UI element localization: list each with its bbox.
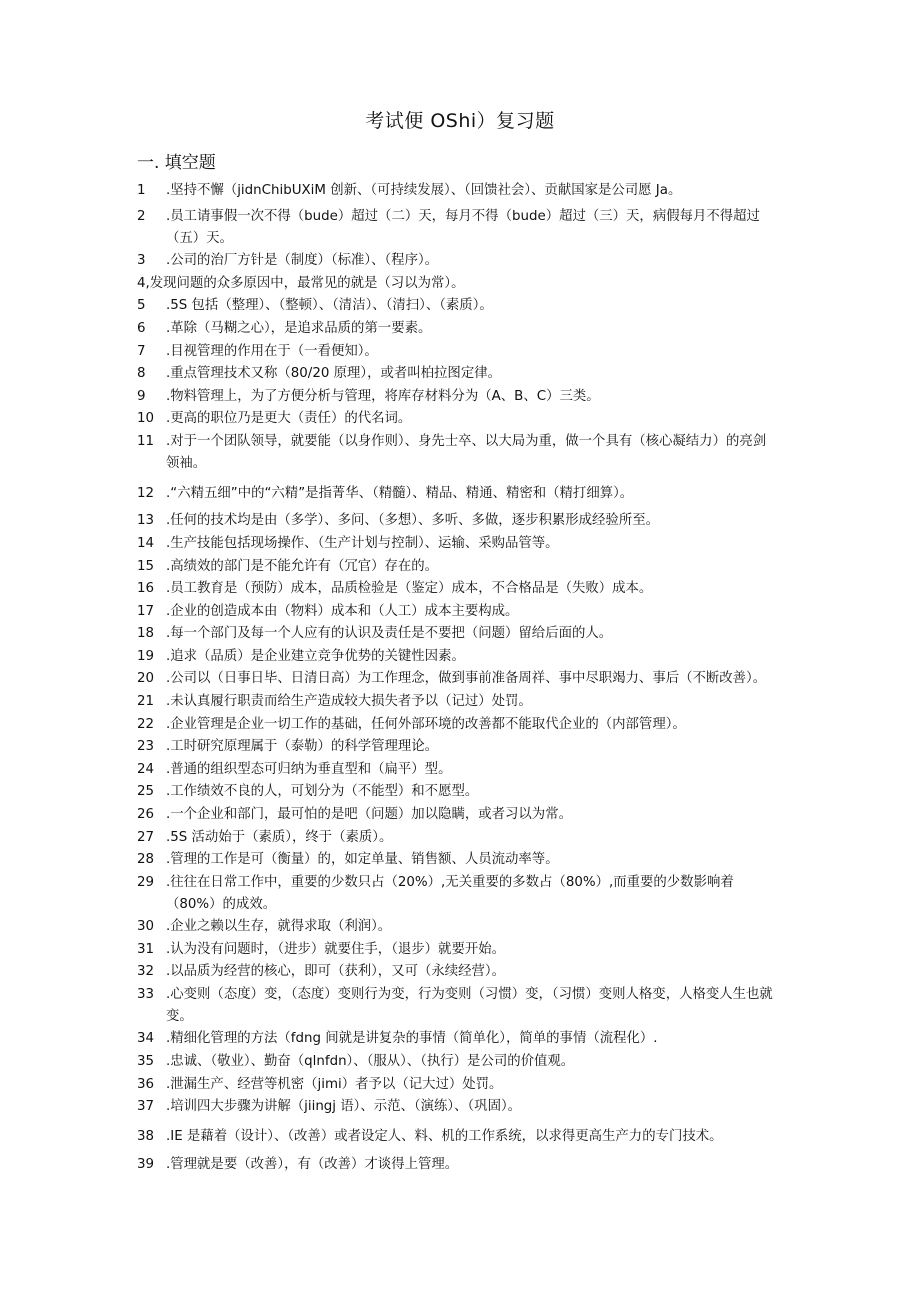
item-number: 15 xyxy=(137,558,155,574)
item-number: 33 xyxy=(137,987,155,1002)
item-text: .公司以（日事日毕、日清日高）为工作理念，做到事前准备周祥、事中尽职竭力、事后（不断改善）。 xyxy=(166,671,767,687)
item-text: .IE 是藉着（设计）、（改善）或者设定人、料、机的工作系统，以求得更高生产力的专门技术。 xyxy=(166,1128,723,1144)
item-text: .“六精五细”中的“六精”是指菁华、（精髓）、精品、精通、精密和（精打细算）。 xyxy=(166,485,634,501)
list-item xyxy=(0,961,776,983)
list-item xyxy=(0,939,776,961)
item-text: .精细化管理的方法（fdng 间就是讲复杂的事情（简单化），简单的事情（流程化）. xyxy=(166,1031,658,1047)
list-item xyxy=(0,578,776,600)
item-number: 22 xyxy=(137,716,155,732)
list-item xyxy=(0,1154,776,1176)
item-text: .忠诚、（敬业）、勤奋（qlnfdn）、（服从）、（执行）是公司的价值观。 xyxy=(166,1053,575,1069)
section-heading: 一. 填空题 xyxy=(137,153,216,173)
list-item xyxy=(0,431,776,475)
item-number: 35 xyxy=(137,1053,155,1069)
item-number: 2 xyxy=(137,208,146,224)
list-item xyxy=(0,714,776,736)
item-number: 30 xyxy=(137,919,155,935)
list-item xyxy=(0,623,776,645)
item-text: 发现问题的众多原因中，最常见的就是（习以为常）。 xyxy=(149,275,465,291)
list-item xyxy=(0,1028,776,1050)
item-text: .未认真履行职责而给生产造成较大损失者予以（记过）处罚。 xyxy=(166,694,532,710)
item-number: 12 xyxy=(137,485,155,501)
list-item xyxy=(0,601,776,623)
item-number: 5 xyxy=(137,298,146,314)
item-text: .一个企业和部门，最可怕的是吧（问题）加以隐瞒，或者习以为常。 xyxy=(166,807,572,823)
item-number: 29 xyxy=(137,874,155,890)
list-item xyxy=(0,916,776,938)
list-item xyxy=(0,849,776,871)
list-item xyxy=(0,759,776,781)
item-number: 14 xyxy=(137,535,155,551)
item-text: .认为没有问题时，（进步）就要住手，（退步）就要开始。 xyxy=(166,941,506,957)
item-text: .追求（品质）是企业建立竞争优势的关键性因素。 xyxy=(166,648,465,664)
list-item xyxy=(0,341,776,363)
question-list xyxy=(0,180,920,1176)
list-item xyxy=(0,180,776,202)
list-item xyxy=(0,295,776,317)
item-text: .工时研究原理属于（泰勒）的科学管理理论。 xyxy=(166,739,439,755)
list-item xyxy=(0,872,776,916)
item-text: .企业的创造成本由（物料）成本和（人工）成本主要构成。 xyxy=(166,603,519,619)
item-text: .普通的组织型态可归纳为垂直型和（扁平）型。 xyxy=(166,761,452,777)
list-item xyxy=(0,1126,776,1148)
item-number: 36 xyxy=(137,1076,155,1092)
list-item xyxy=(0,533,776,555)
list-item xyxy=(0,984,776,1028)
list-item xyxy=(0,273,777,295)
item-text: .5S 活动始于（素质），终于（素质）。 xyxy=(166,829,393,845)
item-number: 38 xyxy=(137,1128,155,1144)
item-number: 21 xyxy=(137,694,155,710)
item-number: 17 xyxy=(137,603,155,619)
item-number: 20 xyxy=(137,671,155,687)
item-number: 9 xyxy=(137,388,146,404)
item-text: .重点管理技术又称（80/20 原理），或者叫柏拉图定律。 xyxy=(166,366,501,382)
document-title: 考试便 OShi）复习题 xyxy=(365,110,555,132)
item-number: 37 xyxy=(137,1099,155,1115)
item-number: 1 xyxy=(137,183,146,198)
list-item xyxy=(0,556,776,578)
item-number: 39 xyxy=(137,1156,155,1172)
item-text: .坚持不懈（jidnChibUXiM 创新、（可持续发展）、（回馈社会）、贡献国家是公司愿 Ja。 xyxy=(166,183,682,198)
item-number: 16 xyxy=(137,581,155,597)
list-item xyxy=(0,250,776,272)
item-number: 11 xyxy=(137,433,155,449)
list-item xyxy=(0,318,776,340)
item-number: 34 xyxy=(137,1031,155,1047)
list-item xyxy=(0,804,776,826)
item-text: .以品质为经营的核心，即可（获利），又可（永续经营）。 xyxy=(166,964,506,980)
item-text: .每一个部门及每一个人应有的认识及责任是不要把（问题）留给后面的人。 xyxy=(166,626,613,642)
item-text: .企业管理是企业一切工作的基础，任何外部环境的改善都不能取代企业的（内部管理）。 xyxy=(166,716,686,732)
list-item xyxy=(0,386,776,408)
list-item xyxy=(0,363,776,385)
item-text: .管理的工作是可（衡量）的，如定单量、销售额、人员流动率等。 xyxy=(166,852,559,868)
item-text: .往往在日常工作中，重要的少数只占（20%）,无关重要的多数占（80%）,而重要的少数影响着（80%）的成效。 xyxy=(166,874,734,912)
item-number: 3 xyxy=(137,253,146,269)
list-item xyxy=(0,668,776,690)
item-text: .企业之赖以生存，就得求取（利润）。 xyxy=(166,919,392,935)
item-text: .员工教育是（预防）成本，品质检验是（鉴定）成本，不合格品是（失败）成本。 xyxy=(166,581,653,597)
list-item xyxy=(0,781,776,803)
item-text: .工作绩效不良的人，可划分为（不能型）和不愿型。 xyxy=(166,784,479,800)
item-text: .更高的职位乃是更大（责任）的代名词。 xyxy=(166,411,412,427)
item-number: 26 xyxy=(137,807,155,823)
item-text: .生产技能包括现场操作、（生产计划与控制）、运输、采购品管等。 xyxy=(166,535,559,551)
item-number: 19 xyxy=(137,648,155,664)
item-number: 31 xyxy=(137,941,155,957)
list-item xyxy=(0,736,776,758)
item-number: 25 xyxy=(137,784,155,800)
item-text: .任何的技术均是由（多学）、多问、（多想）、多听、多做，逐步积累形成经验所至。 xyxy=(166,513,659,529)
list-item xyxy=(0,691,776,713)
item-text: .公司的治厂方针是（制度）（标准）、（程序）。 xyxy=(166,253,439,269)
item-number: 32 xyxy=(137,964,155,980)
item-number: 28 xyxy=(137,852,155,868)
item-text: .5S 包括（整理）、（整顿）、（清洁）、（清扫）、（素质）。 xyxy=(166,298,493,314)
item-number: 8 xyxy=(137,366,146,382)
item-text: .目视管理的作用在于（一看便知）。 xyxy=(166,343,378,359)
item-text: .员工请事假一次不得（bude）超过（二）天，每月不得（bude）超过（三）天，病假每月不得超过（五）天。 xyxy=(166,208,760,246)
item-number: 24 xyxy=(137,761,155,777)
item-text: .革除（马糊之心），是追求品质的第一要素。 xyxy=(166,320,432,336)
list-item xyxy=(0,510,776,532)
list-item xyxy=(0,646,776,668)
item-text: .高绩效的部门是不能允许有（冗官）存在的。 xyxy=(166,558,439,574)
item-number: 18 xyxy=(137,626,155,642)
list-item xyxy=(0,483,776,505)
list-item xyxy=(0,1051,776,1073)
list-item xyxy=(0,1096,776,1118)
list-item xyxy=(0,408,776,430)
item-number: 6 xyxy=(137,320,146,336)
list-item xyxy=(0,827,776,849)
item-number: 7 xyxy=(137,343,146,359)
item-text: .培训四大步骤为讲解（jiingj 语）、示范、（演练）、（巩固）。 xyxy=(166,1099,522,1115)
item-number: 13 xyxy=(137,513,155,529)
list-item xyxy=(0,1074,776,1096)
item-number: 23 xyxy=(137,739,155,755)
item-text: .泄漏生产、经营等机密（jimi）者予以（记大过）处罚。 xyxy=(166,1076,503,1092)
item-number: 27 xyxy=(137,829,155,845)
item-text: .对于一个团队领导，就要能（以身作则）、身先士卒、以大局为重，做一个具有（核心凝结力）的亮剑领袖。 xyxy=(166,433,767,471)
list-item xyxy=(0,206,776,250)
item-text: .管理就是要（改善），有（改善）才谈得上管理。 xyxy=(166,1156,459,1172)
item-number: 10 xyxy=(137,411,155,427)
item-text: .心变则（态度）变，（态度）变则行为变，行为变则（习惯）变，（习惯）变则人格变，人格变人生也就变。 xyxy=(166,987,773,1024)
item-text: .物料管理上，为了方便分析与管理，将库存材料分为（A、B、C）三类。 xyxy=(166,388,600,404)
item-number: 4, xyxy=(137,275,150,291)
